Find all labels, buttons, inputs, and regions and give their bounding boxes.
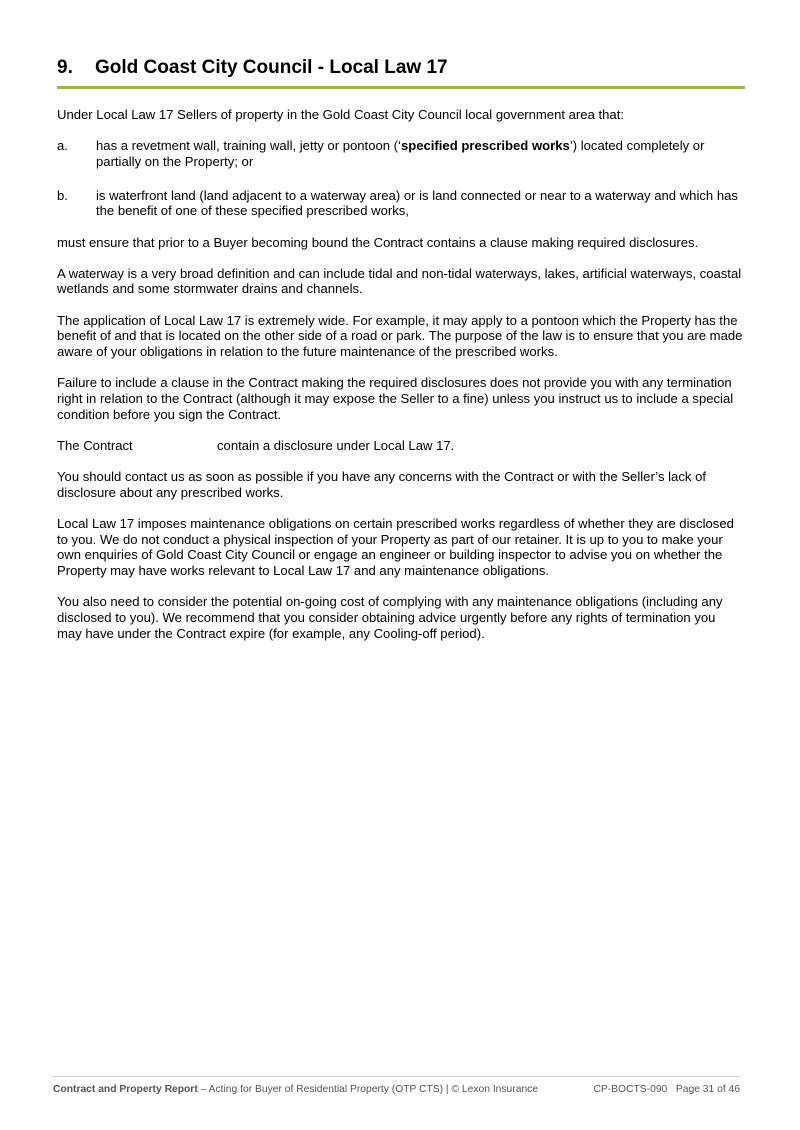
application-paragraph: The application of Local Law 17 is extremely wide. For example, it may apply to a pontoon which the Property has the benefit of and that is located on the other side of a road or park. The purpose of the law is to ensure that you are made aware of your obligations in relation to the future maintenance of the prescribed works. (57, 312, 743, 360)
list-item-text-end: ’) located completely or partially on the Property; or (96, 138, 705, 169)
contract-disclosure-line (57, 438, 743, 454)
list-item-text: is waterfront land (land adjacent to a waterway area) or is land connected or near to a waterway and which has the benefit of one of these specified prescribed works, (96, 187, 738, 219)
list-item-text (96, 138, 743, 169)
footer-left (53, 1084, 538, 1095)
contract-label: The Contract (57, 437, 133, 453)
footer-right (593, 1084, 740, 1095)
section-number: 9. (57, 57, 73, 78)
footer-report-title: Contract and Property Report (53, 1084, 198, 1095)
contact-paragraph: You should contact us as soon as possible if you have any concerns with the Contract or with the Seller’s lack of disclosure about any prescribed works. (57, 469, 706, 500)
list-item-a (57, 138, 743, 169)
failure-paragraph: Failure to include a clause in the Contract making the required disclosures does not provide you with any termination right in relation to the Contract (although it may expose the Seller to a fine) unless you instruct us to include a special condition before you sign the Contract. (57, 375, 734, 422)
obligations-paragraph: Local Law 17 imposes maintenance obligations on certain prescribed works regardless of whether they are disclosed to you. We do not conduct a physical inspection of your Property as part of our retainer. It is up to you to make your own enquiries of Gold Coast City Council or engage an engineer or building inspector to advise you on whether the Property may have works relevant to Local Law 17 and any maintenance obligations. (57, 515, 734, 579)
defined-term: specified prescribed works (400, 138, 570, 154)
section-title: Gold Coast City Council - Local Law 17 (95, 57, 448, 78)
footer-description: – Acting for Buyer of Residential Property (OTP CTS) | © Lexon Insurance (197, 1084, 539, 1095)
page-number: Page 31 of 46 (675, 1084, 740, 1095)
heading-divider (57, 86, 745, 89)
list-item-letter: b. (57, 187, 68, 203)
cost-paragraph: You also need to consider the potential on-going cost of complying with any maintenance obligations (including any disclosed to you). We recommend that you consider obtaining advice urgently before any rights of termination you may have under the Contract expire (for example, any Cooling-off period). (57, 594, 723, 641)
must-ensure-paragraph: must ensure that prior to a Buyer becoming bound the Contract contains a clause making required disclosures. (57, 234, 699, 250)
document-body (57, 107, 743, 657)
intro-paragraph: Under Local Law 17 Sellers of property in the Gold Coast City Council local government area that: (57, 107, 624, 122)
contract-disclosure-text: contain a disclosure under Local Law 17. (217, 437, 455, 453)
footer-document-code: CP-BOCTS-090 (593, 1084, 668, 1095)
contract-blank-field (164, 438, 217, 454)
section-heading (57, 57, 743, 79)
list-item-text-start: has a revetment wall, training wall, jetty or pontoon (‘ (96, 138, 401, 154)
page-footer (53, 1084, 740, 1095)
footer-divider (52, 1076, 740, 1077)
list-item-letter: a. (57, 138, 68, 154)
list-item-b (57, 188, 743, 219)
waterway-paragraph: A waterway is a very broad definition and can include tidal and non-tidal waterways, lakes, artificial waterways, coastal wetlands and some stormwater drains and channels. (57, 265, 742, 297)
